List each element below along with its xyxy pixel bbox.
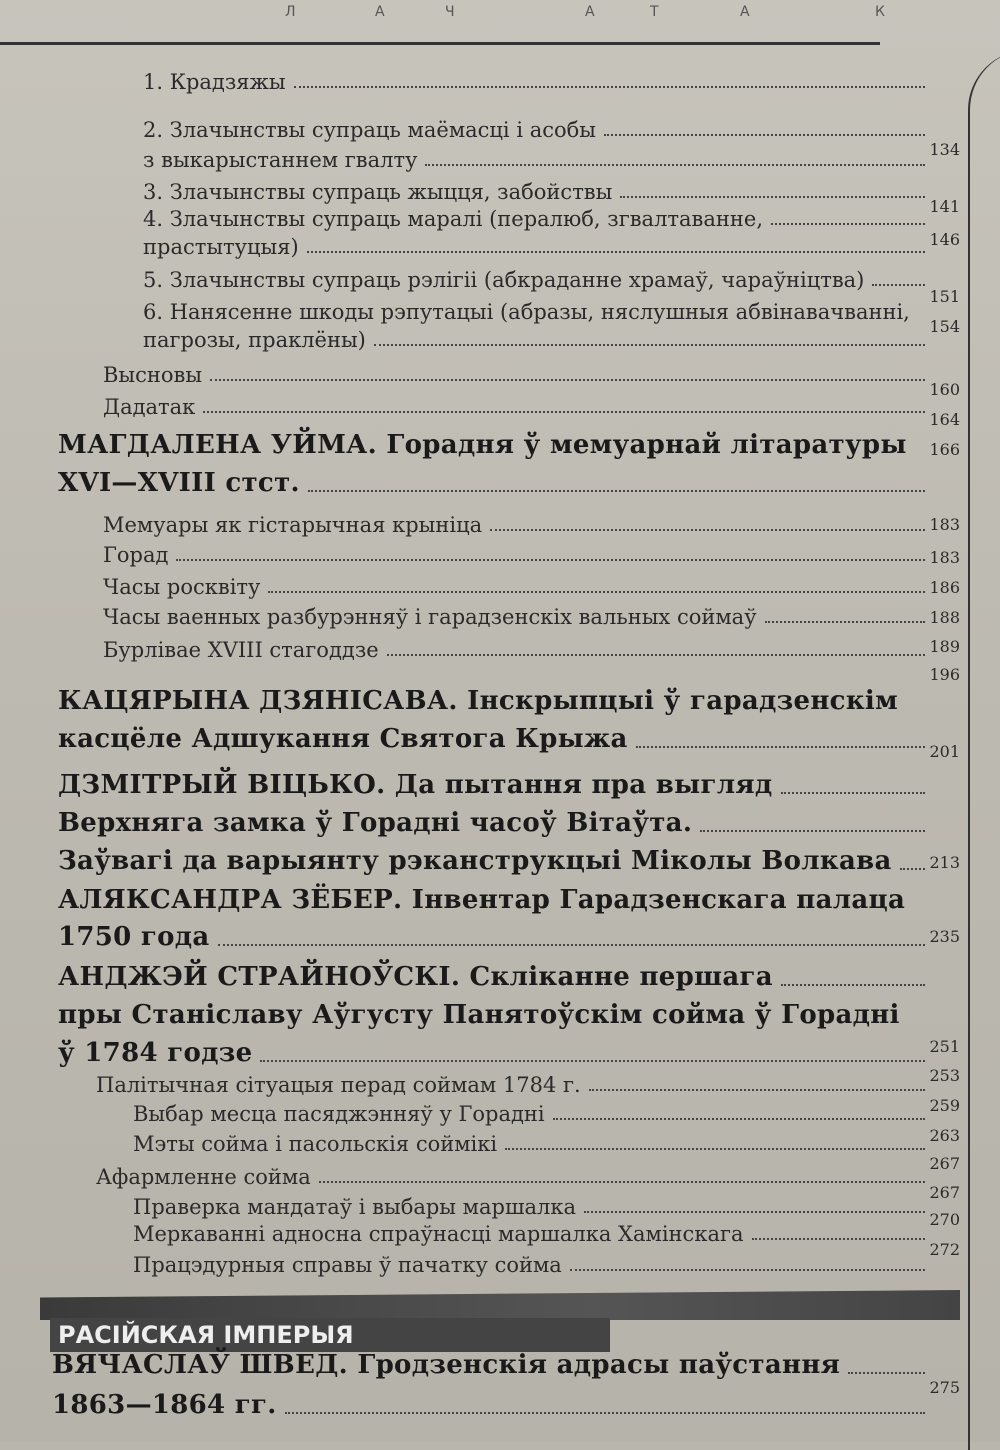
header-band bbox=[0, 0, 1000, 58]
header-letter: К bbox=[875, 4, 885, 20]
toc-section-line: 2. Злачынствы супраць маёмасці і асобы bbox=[143, 118, 596, 142]
toc-article-title-line: 1863—1864 гг. bbox=[52, 1390, 277, 1420]
toc-page-number: 134 bbox=[929, 140, 960, 159]
toc-dot-leader bbox=[700, 830, 925, 832]
toc-section-line: Дадатак bbox=[103, 395, 196, 419]
toc-page-number: 166 bbox=[929, 440, 960, 459]
toc-dot-leader bbox=[218, 944, 925, 946]
header-letter: А bbox=[375, 4, 385, 20]
toc-dot-leader bbox=[781, 792, 925, 794]
toc-dot-leader bbox=[848, 1372, 925, 1374]
toc-page-number: 251 bbox=[929, 1037, 960, 1056]
toc-page-number: 186 bbox=[929, 578, 960, 597]
toc-dot-leader bbox=[553, 1118, 925, 1120]
toc-dot-leader bbox=[771, 223, 925, 225]
toc-section-line: 4. Злачынствы супраць маралі (пералюб, згвалтаванне, bbox=[143, 207, 763, 231]
header-letter: Ч bbox=[445, 4, 455, 20]
header-letter: Л bbox=[285, 4, 296, 20]
toc-dot-leader bbox=[781, 984, 925, 986]
header-rule bbox=[0, 42, 880, 45]
toc-dot-leader bbox=[374, 344, 925, 346]
toc-section-line: Выбар месца пасяджэнняў у Горадні bbox=[133, 1102, 545, 1126]
toc-section-line: Горад bbox=[103, 543, 169, 567]
toc-article-title-line: КАЦЯРЫНА ДЗЯНІСАВА. Інскрыпцыі ў гарадзенскім bbox=[58, 686, 898, 716]
toc-section-line: Мемуары як гістарычная крыніца bbox=[103, 513, 483, 537]
toc-dot-leader bbox=[490, 529, 925, 531]
toc-page-number: 235 bbox=[929, 927, 960, 946]
toc-page-number: 154 bbox=[929, 317, 960, 336]
toc-section-line: 3. Злачынствы супраць жыцця, забойствы bbox=[143, 180, 613, 204]
toc-article-title-line: АНДЖЭЙ СТРАЙНОЎСКІ. Скліканне першага bbox=[58, 962, 773, 992]
toc-page-number: 164 bbox=[929, 410, 960, 429]
toc-section-line: Часы ваенных разбурэнняў і гарадзенскіх вальных соймаў bbox=[103, 605, 757, 629]
header-letters bbox=[285, 0, 885, 30]
toc-dot-leader bbox=[210, 379, 925, 381]
toc-dot-leader bbox=[752, 1238, 926, 1240]
toc-page-number: 141 bbox=[929, 197, 960, 216]
toc-dot-leader bbox=[203, 411, 925, 413]
toc-article-title-line: ў 1784 годзе bbox=[58, 1038, 253, 1068]
toc-page-number: 201 bbox=[929, 742, 960, 761]
toc-page-number: 272 bbox=[929, 1240, 960, 1259]
toc-page-number: 188 bbox=[929, 608, 960, 627]
toc-page-number: 183 bbox=[929, 515, 960, 534]
toc-section-line: прастытуцыя) bbox=[143, 235, 299, 259]
toc-section-line: 5. Злачынствы супраць рэлігіі (абкраданне храмаў, чараўніцтва) bbox=[143, 268, 865, 292]
toc-article-title-line: ВЯЧАСЛАЎ ШВЕД. Гродзенскія адрасы паўстання bbox=[52, 1350, 841, 1380]
toc-article-title-line: касцёле Адшукання Святога Крыжа bbox=[58, 724, 628, 754]
section-heading: РАСІЙСКАЯ ІМПЕРЫЯ bbox=[50, 1318, 610, 1352]
toc-page-number: 196 bbox=[929, 665, 960, 684]
toc-section-line: пагрозы, праклёны) bbox=[143, 328, 366, 352]
toc-section-line: Мэты сойма і пасольскія соймікі bbox=[133, 1132, 498, 1156]
toc-section-line: Праверка мандатаў і выбары маршалка bbox=[133, 1195, 577, 1219]
toc-dot-leader bbox=[260, 1060, 925, 1062]
toc-page-number: 160 bbox=[929, 380, 960, 399]
toc-section-line: Працэдурныя справы ў пачатку сойма bbox=[133, 1253, 562, 1277]
toc-page-number: 267 bbox=[929, 1183, 960, 1202]
toc-page-number: 267 bbox=[929, 1154, 960, 1173]
toc-dot-leader bbox=[765, 621, 925, 623]
toc-section-line: з выкарыстаннем гвалту bbox=[143, 148, 418, 172]
toc-section-line: Меркаванні адносна спраўнасці маршалка Хамінскага bbox=[133, 1222, 744, 1246]
toc-dot-leader bbox=[872, 284, 925, 286]
toc-dot-leader bbox=[268, 591, 925, 593]
toc-dot-leader bbox=[570, 1269, 925, 1271]
toc-dot-leader bbox=[319, 1181, 925, 1183]
toc-page-number: 259 bbox=[929, 1096, 960, 1115]
toc-dot-leader bbox=[176, 559, 925, 561]
toc-dot-leader bbox=[584, 1211, 925, 1213]
toc-section-line: Афармленне сойма bbox=[96, 1165, 311, 1189]
toc-section-line: Бурлівае XVIII стагоддзе bbox=[103, 638, 379, 662]
toc-article-title-line: ДЗМІТРЫЙ ВІЦЬКО. Да пытання пра выгляд bbox=[58, 770, 773, 800]
header-letter: А bbox=[585, 4, 595, 20]
toc-dot-leader bbox=[308, 490, 925, 492]
header-letter: Т bbox=[650, 4, 659, 20]
toc-page-number: 189 bbox=[929, 637, 960, 656]
toc-section-line: 6. Нанясенне шкоды рэпутацыі (абразы, няслушныя абвінавачванні, bbox=[143, 300, 910, 324]
toc-dot-leader bbox=[307, 251, 925, 253]
toc-article-title-line: Верхняга замка ў Горадні часоў Вітаўта. bbox=[58, 808, 693, 838]
toc-page-number: 146 bbox=[929, 230, 960, 249]
toc-page-number: 275 bbox=[929, 1378, 960, 1397]
page-edge-curve bbox=[968, 50, 1000, 1450]
toc-dot-leader bbox=[589, 1089, 925, 1091]
header-letter: А bbox=[740, 4, 750, 20]
toc-article-title-line: Заўвагі да варыянту рэканструкцыі Міколы Волкава bbox=[58, 846, 892, 876]
toc-article-title-line: МАГДАЛЕНА УЙМА. Горадня ў мемуарнай літаратуры bbox=[58, 430, 907, 460]
toc-dot-leader bbox=[294, 86, 925, 88]
toc-dot-leader bbox=[900, 868, 925, 870]
toc-section-line: Палітычная сітуацыя перад соймам 1784 г. bbox=[96, 1073, 581, 1097]
toc-page-number: 151 bbox=[929, 287, 960, 306]
toc-dot-leader bbox=[285, 1412, 925, 1414]
toc-section-line: Часы росквіту bbox=[103, 575, 261, 599]
toc-dot-leader bbox=[636, 746, 925, 748]
toc-page-number: 263 bbox=[929, 1126, 960, 1145]
toc-section-line: 1. Крадзяжы bbox=[143, 70, 286, 94]
toc-dot-leader bbox=[505, 1148, 925, 1150]
section-bar bbox=[40, 1290, 960, 1320]
toc-dot-leader bbox=[387, 654, 925, 656]
toc-article-title-line: 1750 года bbox=[58, 922, 210, 952]
toc-dot-leader bbox=[620, 196, 925, 198]
toc-dot-leader bbox=[425, 164, 925, 166]
toc-article-title-line: XVI—XVIII стст. bbox=[58, 468, 300, 498]
toc-page-number: 270 bbox=[929, 1210, 960, 1229]
toc-article-title-line: АЛЯКСАНДРА ЗЁБЕР. Інвентар Гарадзенскага палаца bbox=[58, 885, 906, 915]
toc-page-number: 213 bbox=[929, 853, 960, 872]
toc-article-title-line: пры Станіславу Аўгусту Панятоўскім сойма ў Горадні bbox=[58, 1000, 900, 1030]
toc-page-number: 253 bbox=[929, 1066, 960, 1085]
toc-section-line: Высновы bbox=[103, 363, 203, 387]
toc-dot-leader bbox=[604, 134, 925, 136]
toc-page-number: 183 bbox=[929, 548, 960, 567]
